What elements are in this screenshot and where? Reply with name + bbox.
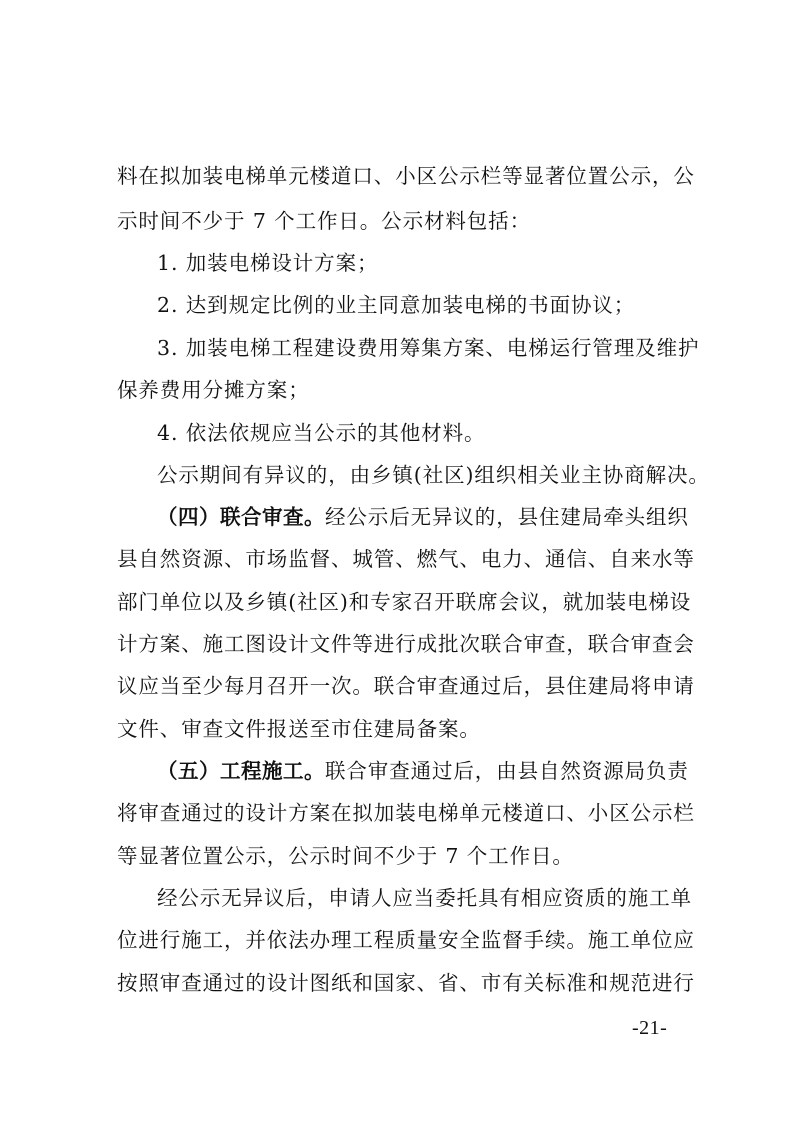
- section-heading-four: （四）联合审查。: [157, 505, 325, 529]
- text-line: 示时间不少于 7 个工作日。公示材料包括：: [117, 209, 531, 233]
- text-line: 文件、审查文件报送至市住建局备案。: [117, 717, 481, 741]
- section-heading-five: （五）工程施工。: [157, 759, 325, 783]
- text-line: 等显著位置公示，公示时间不少于 7 个工作日。: [117, 844, 574, 868]
- text-line: 料在拟加装电梯单元楼道口、小区公示栏等显著位置公示，公: [117, 164, 695, 188]
- text-line: 将审查通过的设计方案在拟加装电梯单元楼道口、小区公示栏: [117, 801, 695, 825]
- section-four-paragraph-start: [157, 505, 689, 529]
- text-line: 计方案、施工图设计文件等进行成批次联合审查，联合审查会: [117, 632, 695, 656]
- text-line: 公示期间有异议的，由乡镇(社区)组织相关业主协商解决。: [157, 463, 710, 487]
- text-line: 按照审查通过的设计图纸和国家、省、市有关标准和规范进行: [117, 971, 695, 995]
- text-line: 位进行施工，并依法办理工程质量安全监督手续。施工单位应: [117, 928, 695, 952]
- text-line: 部门单位以及乡镇(社区)和专家召开联席会议，就加装电梯设: [117, 590, 692, 614]
- section-five-paragraph-start: [157, 759, 689, 783]
- page-number: -21-: [632, 1017, 668, 1039]
- text-line: 保养费用分摊方案；: [117, 378, 310, 402]
- list-item: 3. 加装电梯工程建设费用筹集方案、电梯运行管理及维护: [157, 336, 700, 360]
- list-item: 1. 加装电梯设计方案；: [157, 251, 379, 275]
- list-item: 4. 依法依规应当公示的其他材料。: [157, 421, 486, 445]
- list-item: 2. 达到规定比例的业主同意加装电梯的书面协议；: [157, 293, 636, 317]
- text-line: 经公示无异议后，申请人应当委托具有相应资质的施工单: [157, 886, 692, 910]
- text-line: 联合审查通过后，由县自然资源局负责: [325, 759, 689, 783]
- text-line: 县自然资源、市场监督、城管、燃气、电力、通信、自来水等: [117, 547, 695, 571]
- text-line: 经公示后无异议的，县住建局牵头组织: [325, 505, 689, 529]
- text-line: 议应当至少每月召开一次。联合审查通过后，县住建局将申请: [117, 674, 695, 698]
